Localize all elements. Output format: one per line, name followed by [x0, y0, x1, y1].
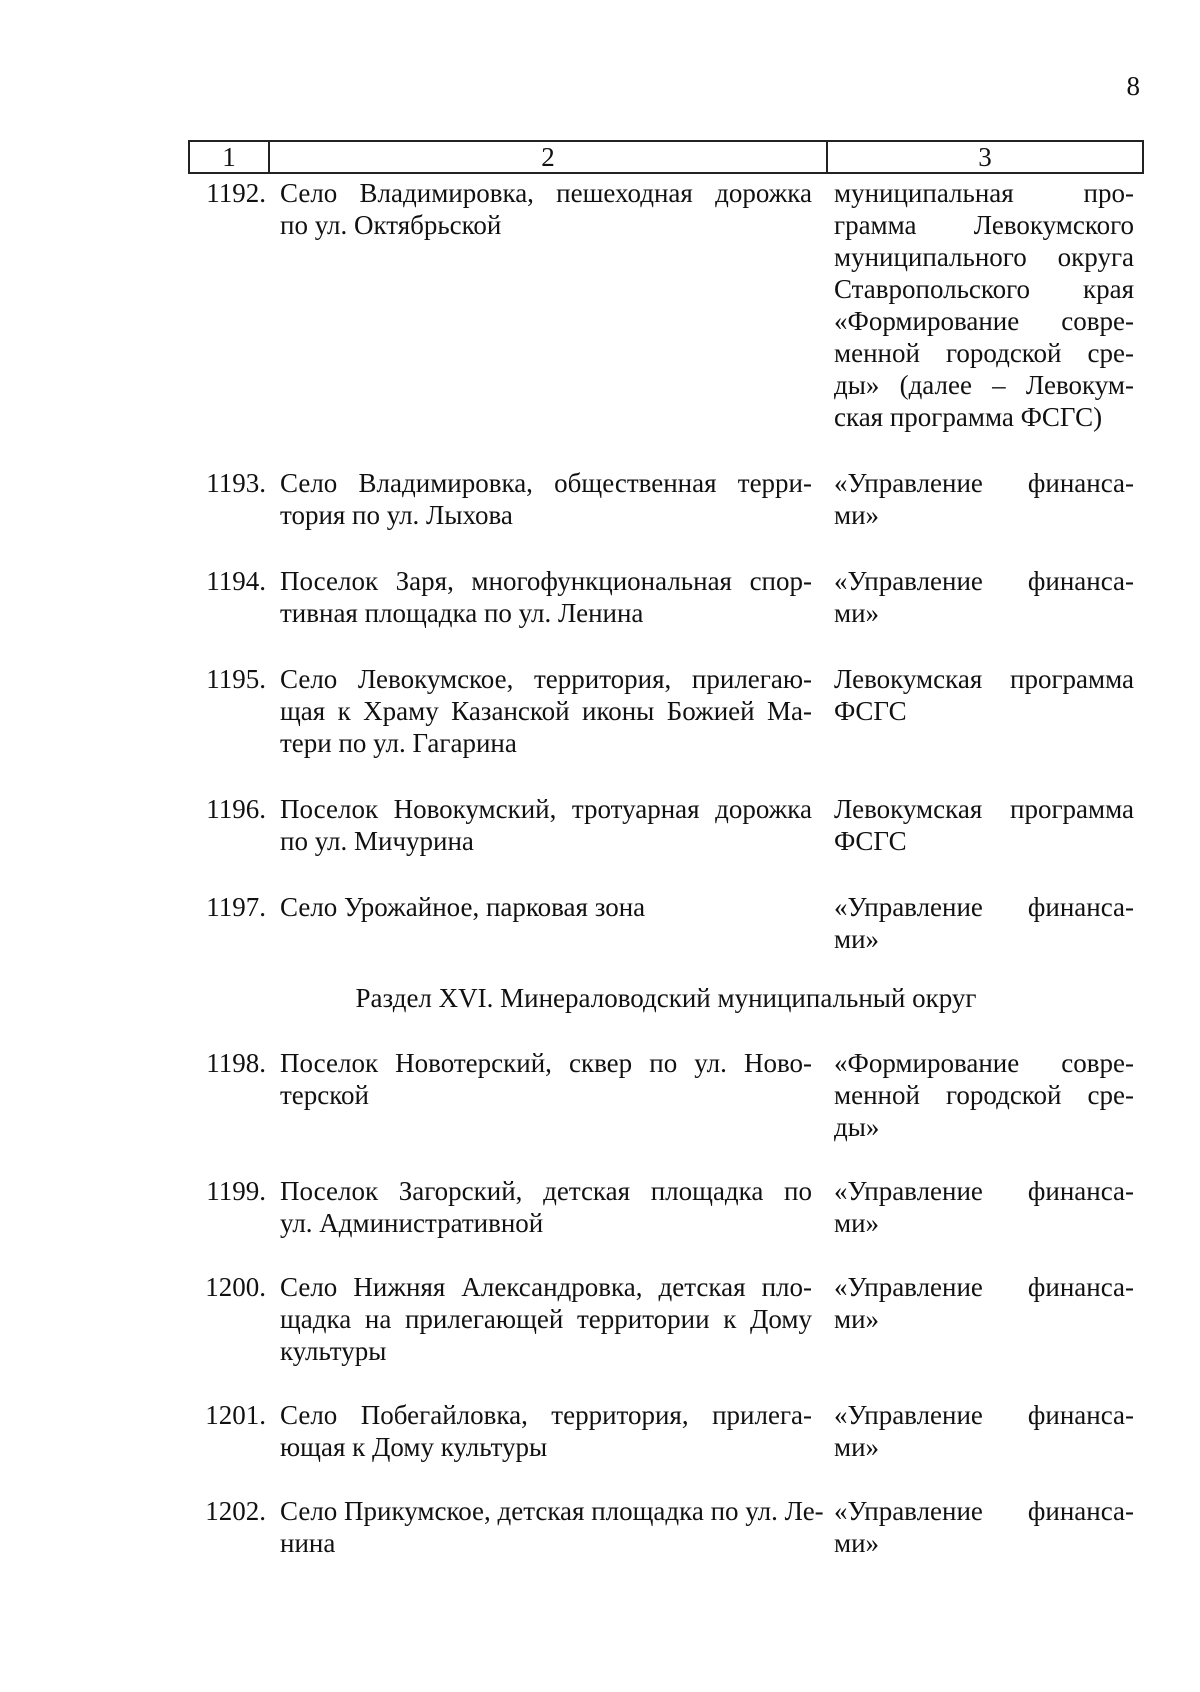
program-cell [822, 1175, 1144, 1239]
program-line: муниципального округа [834, 242, 1134, 272]
program-cell [822, 663, 1144, 759]
object-name-line: тория по ул. Лыхова [280, 500, 513, 530]
program-line: ми» [834, 500, 880, 530]
object-name-line: Село Урожайное, парковая зона [280, 892, 646, 922]
program-line: ми» [834, 1208, 880, 1238]
page-number: 8 [1126, 71, 1140, 101]
program-line: ми» [834, 924, 880, 954]
table-row [188, 177, 1144, 433]
program-line: ФСГС [834, 826, 907, 856]
object-name-cell [266, 1495, 822, 1559]
row-number: 1196. [206, 794, 266, 824]
object-name-line: Поселок Заря, многофункциональная спор- [280, 566, 812, 596]
program-line: «Управление финанса- [834, 1176, 1134, 1206]
object-name-cell [266, 891, 822, 955]
program-line: ми» [834, 1304, 880, 1334]
object-name-line: Село Владимировка, общественная терри- [280, 468, 812, 498]
object-name-cell [266, 1271, 822, 1367]
table-row [188, 1495, 1144, 1559]
program-line: «Управление финанса- [834, 1272, 1134, 1302]
program-cell [822, 1495, 1144, 1559]
row-number: 1201. [205, 1400, 266, 1430]
program-cell [822, 891, 1144, 955]
object-name-cell [266, 663, 822, 759]
object-name-line: щая к Храму Казанской иконы Божией Ма- [280, 696, 812, 726]
object-name-line: Поселок Загорский, детская площадка по [280, 1176, 812, 1206]
object-name-line: Село Владимировка, пешеходная дорожка [280, 178, 812, 208]
program-cell [822, 1399, 1144, 1463]
table-body-before-section [188, 177, 1144, 989]
program-line: ми» [834, 1432, 880, 1462]
object-name-line: Село Побегайловка, территория, прилега- [280, 1400, 812, 1430]
table-row [188, 1175, 1144, 1239]
row-number: 1202. [205, 1496, 266, 1526]
object-name-line: тивная площадка по ул. Ленина [280, 598, 644, 628]
table-column-header [188, 140, 1144, 174]
object-name-cell [266, 177, 822, 433]
program-line: грамма Левокумского [834, 210, 1134, 240]
program-line: менной городской сре- [834, 1080, 1134, 1110]
section-heading: Раздел XVI. Минераловодский муниципальный округ [355, 983, 977, 1013]
object-name-line: щадка на прилегающей территории к Дому [280, 1304, 812, 1334]
program-line: менной городской сре- [834, 338, 1134, 368]
object-name-line: по ул. Октябрьской [280, 210, 502, 240]
object-name-cell [266, 565, 822, 629]
row-number: 1198. [206, 1048, 266, 1078]
program-line: муниципальная про- [834, 178, 1134, 208]
program-cell [822, 1047, 1144, 1143]
program-line: ФСГС [834, 696, 907, 726]
program-line: «Управление финанса- [834, 892, 1134, 922]
object-name-cell [266, 793, 822, 857]
row-number: 1199. [206, 1176, 266, 1206]
program-line: Ставропольского края [834, 274, 1134, 304]
row-number: 1194. [206, 566, 266, 596]
program-line: «Управление финанса- [834, 468, 1134, 498]
column-header-2: 2 [270, 142, 828, 172]
program-line: «Формирование совре- [834, 1048, 1134, 1078]
object-name-line: ющая к Дому культуры [280, 1432, 548, 1462]
object-name-line: Поселок Новокумский, тротуарная дорожка [280, 794, 812, 824]
object-name-line: Село Левокумское, территория, прилегаю- [280, 664, 812, 694]
table-row [188, 1271, 1144, 1367]
program-cell [822, 565, 1144, 629]
table-row [188, 1399, 1144, 1463]
row-number: 1197. [206, 892, 266, 922]
table-row [188, 1047, 1144, 1143]
program-line: ды» (далее – Левокум- [834, 370, 1134, 400]
object-name-line: Село Прикумское, детская площадка по ул. Ле- [280, 1496, 824, 1526]
program-line: ская программа ФСГС) [834, 402, 1103, 432]
object-name-line: Поселок Новотерский, сквер по ул. Ново- [280, 1048, 812, 1078]
object-name-line: нина [280, 1528, 336, 1558]
object-name-cell [266, 1399, 822, 1463]
object-name-line: по ул. Мичурина [280, 826, 474, 856]
program-line: Левокумская программа [834, 794, 1134, 824]
object-name-cell [266, 1175, 822, 1239]
program-line: Левокумская программа [834, 664, 1134, 694]
table-row [188, 565, 1144, 629]
object-name-line: ул. Административной [280, 1208, 544, 1238]
program-line: ми» [834, 598, 880, 628]
column-header-3: 3 [978, 142, 992, 172]
table-body-after-section [188, 1047, 1144, 1591]
program-line: ми» [834, 1528, 880, 1558]
row-number: 1200. [205, 1272, 266, 1302]
program-cell [822, 1271, 1144, 1367]
table-row [188, 891, 1144, 955]
program-line: «Формирование совре- [834, 306, 1134, 336]
table-row [188, 467, 1144, 531]
column-header-1: 1 [190, 142, 270, 172]
program-line: «Управление финанса- [834, 566, 1134, 596]
object-name-cell [266, 1047, 822, 1143]
program-cell [822, 177, 1144, 433]
row-number: 1193. [206, 468, 266, 498]
table-row [188, 663, 1144, 759]
program-line: «Управление финанса- [834, 1400, 1134, 1430]
program-cell [822, 793, 1144, 857]
row-number: 1192. [206, 178, 266, 208]
table-row [188, 793, 1144, 857]
object-name-cell [266, 467, 822, 531]
program-line: ды» [834, 1112, 880, 1142]
program-line: «Управление финанса- [834, 1496, 1134, 1526]
row-number: 1195. [206, 664, 266, 694]
object-name-line: культуры [280, 1336, 387, 1366]
object-name-line: Село Нижняя Александровка, детская пло- [280, 1272, 812, 1302]
object-name-line: тери по ул. Гагарина [280, 728, 517, 758]
object-name-line: терской [280, 1080, 369, 1110]
program-cell [822, 467, 1144, 531]
